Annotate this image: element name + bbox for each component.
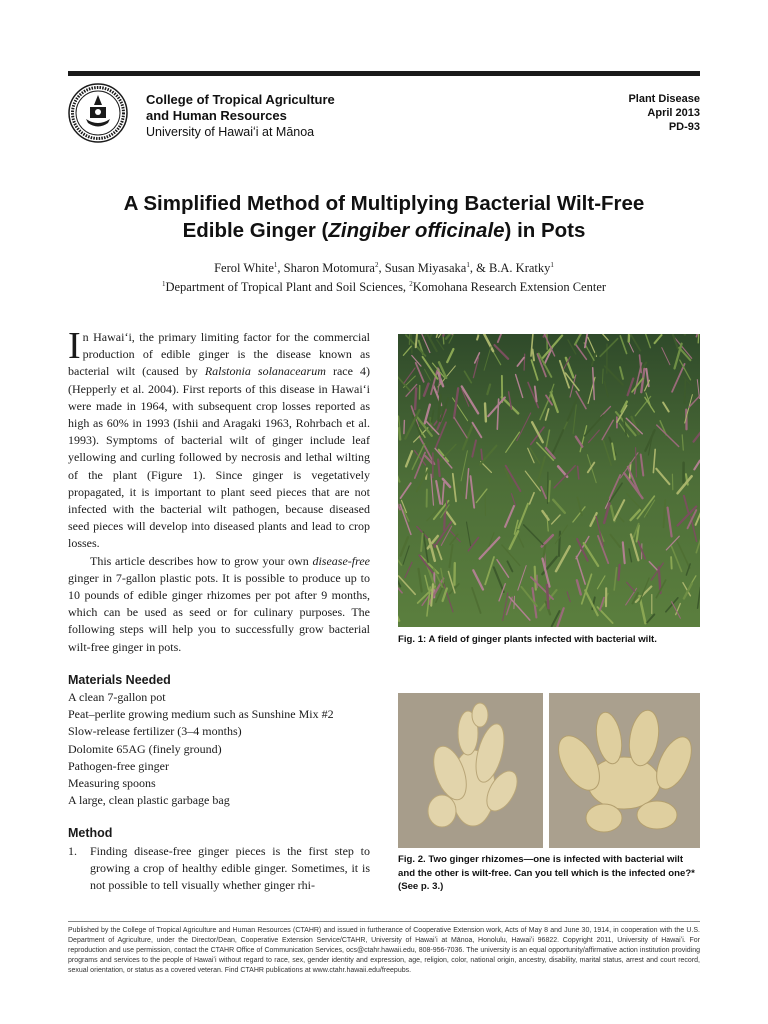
grass-blade bbox=[685, 380, 686, 404]
author-2: Sharon Motomura bbox=[283, 261, 375, 276]
title-line2-post: ) in Pots bbox=[504, 219, 586, 242]
affil-1-mark: 1 bbox=[161, 280, 166, 289]
title-line2 bbox=[68, 217, 700, 244]
method-heading: Method bbox=[68, 826, 113, 841]
method-steps bbox=[68, 843, 370, 895]
list-item: Pathogen-free ginger bbox=[68, 758, 169, 773]
list-item: A clean 7-gallon pot bbox=[68, 690, 166, 705]
list-item: Slow-release fertilizer (3–4 months) bbox=[68, 724, 242, 739]
author-4: B.A. Kratky bbox=[488, 261, 551, 276]
article-title bbox=[68, 190, 700, 244]
list-item: Peat–perlite growing medium such as Sunshine Mix #2 bbox=[68, 707, 334, 722]
list-item: Measuring spoons bbox=[68, 776, 156, 791]
drop-cap: I bbox=[68, 325, 81, 367]
grass-blade bbox=[485, 403, 486, 421]
materials-list bbox=[68, 689, 370, 809]
pathogen-name: Ralstonia solanacearum bbox=[204, 364, 326, 379]
affiliation-1: Department of Tropical Plant and Soil Sciences, bbox=[165, 280, 410, 295]
grass-blade bbox=[535, 567, 536, 590]
step-number: 1. bbox=[68, 843, 77, 858]
ginger-rhizome-photo-left bbox=[398, 693, 543, 848]
footer-notice: Published by the College of Tropical Agriculture and Human Resources (CTAHR) and issued in furtherance of Cooperative Extension work, Acts of May 8 and June 30, 1914, in cooperation with the U.S. Department of Agriculture, under the Director/Dean, Cooperative Extension Service/CTAHR, University of Hawaiʻi at Mānoa, Honolulu, Hawaiʻi 96822. Copyright 2011, University of Hawaiʻi. For reproduction and use permission, contact the CTAHR Office of Communication Services, ocs@ctahr.hawaii.edu, 808-956-7036. The university is an equal opportunity/affirmative action institution providing programs and services to the people of Hawaiʻi without regard to race, sex, gender identity and expression, age, religion, color, national origin, ancestry, disability, marital status, arrest and court record, sexual orientation, or status as a covered veteran. Find CTAHR publications at www.ctahr.hawaii.edu/freepubs. bbox=[68, 921, 700, 976]
grass-blade bbox=[547, 585, 548, 608]
university-name: University of Hawaiʻi at Mānoa bbox=[146, 125, 315, 139]
fig2-caption: Fig. 2. Two ginger rhizomes—one is infected with bacterial wilt and the other is wilt-free. Can you tell which is the infected one?* (See p. 3.) bbox=[398, 854, 695, 892]
fig1-caption: Fig. 1: A field of ginger plants infected with bacterial wilt. bbox=[398, 634, 657, 645]
affil-2-mark: 2 bbox=[409, 280, 413, 289]
author-2-affil: 2 bbox=[374, 261, 379, 269]
grass-blade bbox=[444, 512, 445, 530]
grass-blade bbox=[404, 420, 405, 433]
intro-paragraph bbox=[68, 325, 370, 553]
method-step bbox=[68, 843, 370, 895]
grass-blade bbox=[524, 354, 525, 370]
p2-text-b: ginger in 7-gallon plastic pots. It is possible to produce up to 10 pounds of edible ginger rhizomes per pot after 9 months, which can be used as seed or for culinary purposes. The following steps will help you to successfully grow bacterial wilt-free ginger in pots. bbox=[68, 570, 370, 654]
intro-text-b: race 4) (Hepperly et al. 2004). First reports of this disease in Hawaiʻi were made in 1964, with subsequent crop losses reported as high as 60% in 1993 (Ishii and Aragaki 1963, Rohrbach et al. 1993). Symptoms of bacterial wilt of ginger include leaf yellowing and curling followed by necrosis and lethal wilting of the plant (Figure 1). Since ginger is vegetatively propagated, it is important to plant seed pieces that are not infected with the bacterial wilt pathogen, because diseased seed pieces will develop into diseased plants and lead to crop losses. bbox=[68, 364, 370, 551]
pub-category: Plant Disease bbox=[628, 93, 700, 105]
grass-blade bbox=[629, 334, 630, 342]
publication-meta bbox=[628, 92, 700, 134]
author-names: Ferol White$^1$, Sharon Motomura$^2$, Susan Miyasaka$^1$, & B.A. Kratky$^1$ bbox=[214, 261, 554, 276]
pub-code: PD-93 bbox=[668, 121, 700, 133]
left-column bbox=[68, 325, 370, 894]
title-species: Zingiber officinale bbox=[328, 219, 505, 242]
author-block bbox=[68, 257, 700, 295]
grass-blade bbox=[559, 532, 560, 556]
grass-blade bbox=[549, 481, 550, 502]
grass-blade bbox=[619, 565, 620, 580]
ginger-rhizome-photo-right bbox=[549, 693, 700, 848]
institution-block bbox=[146, 92, 335, 140]
affiliations bbox=[68, 276, 700, 295]
author-4-affil: 1 bbox=[550, 261, 554, 269]
grass-blade bbox=[671, 557, 672, 569]
grass-blade bbox=[602, 369, 603, 383]
p2-italic: disease-free bbox=[312, 553, 370, 568]
ginger-field-photo bbox=[398, 334, 700, 627]
header-rule bbox=[68, 71, 700, 76]
grass-blade bbox=[481, 449, 482, 459]
step-text: Finding disease-free ginger pieces is the first step to growing a crop of healthy edible ginger. Sometimes, it is not possible to tell visually whether ginger rhi- bbox=[90, 843, 370, 893]
list-item: Dolomite 65AG (finely ground) bbox=[68, 741, 222, 756]
org-name-line1: College of Tropical Agriculture bbox=[146, 92, 335, 107]
org-name-line2: and Human Resources bbox=[146, 108, 287, 123]
university-seal-logo bbox=[68, 83, 128, 143]
affiliation-2: Komohana Research Extension Center bbox=[412, 280, 607, 295]
author-3: Susan Miyasaka bbox=[384, 261, 467, 276]
p2-text-a: This article describes how to grow your own bbox=[90, 553, 313, 568]
intro-text-a: n Hawaiʻi, the primary limiting factor for the commercial production of edible ginger is the disease known as bacterial wilt (caused by bbox=[68, 330, 370, 379]
materials-heading: Materials Needed bbox=[68, 672, 171, 687]
title-line1: A Simplified Method of Multiplying Bacterial Wilt-Free bbox=[123, 192, 645, 215]
title-line2-pre: Edible Ginger ( bbox=[182, 219, 329, 242]
pub-date: April 2013 bbox=[647, 107, 700, 119]
list-item: A large, clean plastic garbage bag bbox=[68, 793, 230, 808]
second-paragraph bbox=[68, 553, 370, 656]
grass-blade bbox=[415, 388, 416, 409]
author-1: Ferol White bbox=[214, 261, 274, 276]
author-1-affil: 1 bbox=[273, 261, 278, 269]
author-3-affil: 1 bbox=[466, 261, 470, 269]
